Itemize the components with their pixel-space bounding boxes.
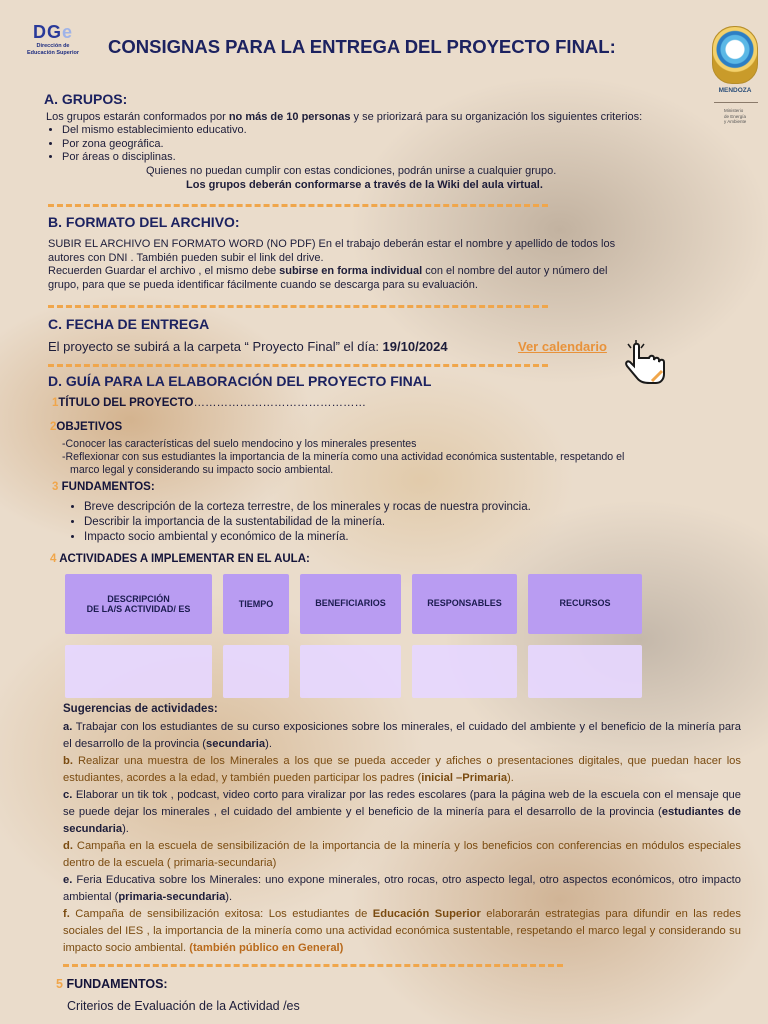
mendoza-seal — [710, 26, 760, 94]
seal-label: MENDOZA — [718, 87, 752, 94]
list-item: • Por áreas o disciplinas. — [62, 151, 247, 165]
sugerencia-bold: (también público en General) — [189, 942, 344, 954]
grupos-intro — [46, 111, 746, 125]
objetivos-body — [62, 438, 752, 477]
formato-body — [48, 238, 748, 292]
section-b-heading: B. FORMATO DEL ARCHIVO: — [48, 214, 240, 230]
sugerencia-bold: inicial –Primaria — [421, 772, 508, 784]
grupos-intro-bold: no más de 10 personas — [228, 111, 351, 123]
sugerencia-text: elaborarán estrategias para difundir en las redes sociales del IES , la importancia de la minería como una actividad económica sustentable, respetando el marco legal y considerando su impacto socio ambiental. — [63, 908, 741, 954]
logo-mark-accent: e — [61, 22, 73, 42]
grupos-intro-text: y se priorizará para su organización los siguientes criterios: — [350, 111, 643, 123]
guia-title-item — [52, 397, 366, 409]
table-cell-beneficiarios[interactable] — [300, 645, 401, 698]
sugerencia-text: Realizar una muestra de los Minerales a los que se pueda acceder y afiches o presentaciones digitales, que puedan hacer los estudiantes, acordes a la edad, y también pueden participar los padres ( — [63, 755, 741, 784]
table-header-recursos — [528, 574, 642, 634]
pointer-hand-icon — [624, 340, 668, 386]
guia-actividades-item — [50, 553, 310, 565]
sugerencia-key: f. — [63, 908, 70, 920]
item-number: 2 — [50, 421, 57, 433]
sugerencia-key: c. — [63, 789, 73, 801]
sugerencias-body — [63, 719, 741, 957]
ministry-line: Ministerio — [724, 108, 744, 113]
header-text: RESPONSABLES — [427, 598, 502, 608]
seal-divider — [714, 102, 758, 103]
ministry-line: y Ambiente — [724, 119, 747, 124]
formato-line: SUBIR EL ARCHIVO EN FORMATO WORD (NO PDF) En el trabajo deberán estar el nombre y apellido de todos los — [48, 238, 616, 250]
objetivo-line: -Reflexionar con sus estudiantes la importancia de la minería como una actividad económica sustentable, respetando el — [62, 451, 625, 463]
sugerencia-bold: primaria-secundaria — [118, 891, 226, 903]
item-number: 4 — [50, 553, 57, 565]
fecha-date: 19/10/2024 — [382, 339, 448, 354]
formato-line: grupo, para que se pueda identificar fácilmente cuando se descarga para su evaluación. — [48, 278, 478, 291]
sugerencia-b — [63, 753, 741, 787]
criterios-text: Criterios de Evaluación de la Actividad /es — [67, 999, 300, 1013]
item-number: 1 — [52, 397, 59, 409]
ver-calendario-link[interactable]: Ver calendario — [518, 339, 607, 354]
sugerencia-text: Trabajar con los estudiantes de su curso exposiciones sobre los minerales, el cuidado del ambiente y el beneficio de la minería para el desarrollo de la provincia ( — [63, 721, 741, 750]
guia-objetivos-item — [50, 421, 122, 433]
divider — [48, 204, 548, 207]
item-number: 5 — [56, 977, 63, 991]
table-header-descripcion — [65, 574, 212, 634]
table-cell-tiempo[interactable] — [223, 645, 289, 698]
sugerencia-text: Elaborar un tik tok , podcast, video corto para viralizar por las redes escolares (para la página web de la escuela con el mensaje que se puede dejar los minerales , el cuidado del ambiente y el beneficio de la minería para el desarrollo de la provincia ( — [63, 789, 741, 818]
header-text: BENEFICIARIOS — [315, 598, 386, 608]
item-label: FUNDAMENTOS: — [61, 481, 155, 493]
item-label: ACTIVIDADES A IMPLEMENTAR EN EL AULA: — [59, 553, 310, 565]
fundamentos-list — [70, 500, 531, 545]
section-c-heading: C. FECHA DE ENTREGA — [48, 316, 210, 332]
sugerencia-bold: Educación Superior — [372, 908, 481, 920]
item-label: FUNDAMENTOS: — [66, 977, 168, 991]
header-text: DE LA/S ACTIVIDAD/ ES — [86, 604, 191, 614]
sugerencia-key: d. — [63, 840, 73, 852]
table-header-tiempo: TIEMPO — [223, 574, 289, 634]
sugerencia-text: Campaña en la escuela de sensibilización de la importancia de la minería y los beneficios con conferencias en módulos especiales dentro de la escuela ( primaria-secundaria) — [63, 840, 741, 869]
fecha-line — [48, 339, 448, 354]
sugerencia-e — [63, 872, 741, 906]
logo-mark: DG — [32, 22, 62, 42]
divider — [63, 964, 563, 967]
list-item: • Impacto socio ambiental y económico de la minería. — [84, 530, 531, 545]
item-label: OBJETIVOS — [56, 421, 123, 433]
final-fundamentos-item — [56, 977, 168, 991]
item-label: TÍTULO DEL PROYECTO — [58, 397, 194, 409]
sugerencia-bold: estudiantes de secundaria — [63, 806, 741, 835]
grupos-note: Quienes no puedan cumplir con estas condiciones, podrán unirse a cualquier grupo. — [146, 165, 557, 177]
ministry-line: de Energía — [724, 113, 747, 119]
sugerencia-d — [63, 838, 741, 872]
table-header-beneficiarios — [300, 574, 401, 634]
sugerencia-text: ). — [507, 772, 514, 784]
item-dots: ……………………………………… — [193, 397, 366, 409]
table-cell-responsables[interactable] — [412, 645, 517, 698]
sugerencia-key: b. — [63, 755, 73, 767]
formato-bold: subirse en forma individual — [279, 265, 423, 277]
grupos-intro-text: Los grupos estarán conformados por — [46, 111, 229, 123]
section-a-heading: A. GRUPOS: — [44, 91, 128, 107]
logo-sub-2: Educación Superior — [27, 50, 79, 56]
table-header-responsables — [412, 574, 517, 634]
logo-sub-1: Dirección de — [36, 43, 70, 49]
header-text: DESCRIPCIÓN — [107, 594, 170, 604]
fecha-text: El proyecto se subirá a la carpeta “ Proyecto Final” el día: — [48, 339, 383, 354]
sugerencias-heading: Sugerencias de actividades: — [63, 703, 218, 715]
guia-fundamentos-item — [52, 481, 155, 493]
sugerencia-c — [63, 787, 741, 838]
formato-text: con el nombre del autor y número del — [422, 265, 608, 277]
formato-line — [48, 265, 748, 279]
item-number: 3 — [52, 481, 59, 493]
sugerencia-key: a. — [63, 721, 73, 733]
objetivo-line: marco legal y considerando su impacto socio ambiental. — [70, 464, 334, 476]
seal-emblem-icon — [712, 26, 758, 84]
page-title: CONSIGNAS PARA LA ENTREGA DEL PROYECTO FINAL: — [108, 36, 616, 57]
sugerencia-text: Campaña de sensibilización exitosa: Los estudiantes de — [69, 908, 373, 920]
grupos-note-bold: Los grupos deberán conformarse a través de la Wiki del aula virtual. — [186, 179, 543, 191]
list-item: • Del mismo establecimiento educativo. — [62, 124, 247, 138]
sugerencia-text: ). — [225, 891, 233, 903]
table-cell-descripcion[interactable] — [65, 645, 212, 698]
sugerencia-key: e. — [63, 874, 73, 886]
formato-text: Recuerden Guardar el archivo , el mismo debe — [48, 265, 280, 277]
formato-line: autores con DNI . También pueden subir el link del drive. — [48, 251, 324, 264]
objetivo-line: -Conocer las características del suelo mendocino y los minerales presentes — [62, 438, 417, 450]
sugerencia-text: ). — [122, 823, 129, 835]
dge-logo — [18, 22, 88, 57]
list-item: • Describir la importancia de la sustentabilidad de la minería. — [84, 515, 531, 530]
list-item: • Por zona geográfica. — [62, 138, 247, 152]
table-cell-recursos[interactable] — [528, 645, 642, 698]
header-text: RECURSOS — [559, 598, 611, 608]
divider — [48, 305, 548, 308]
list-item: • Breve descripción de la corteza terrestre, de los minerales y rocas de nuestra provincia. — [84, 500, 531, 515]
sugerencia-f — [63, 906, 741, 957]
sugerencia-text: ). — [265, 738, 272, 750]
sugerencia-text: Feria Educativa sobre los Minerales: uno expone minerales, otro rocas, otro aspecto legal, otro aspectos económicos, otro impacto ambiental ( — [63, 874, 741, 903]
sugerencia-a — [63, 719, 741, 753]
divider — [48, 364, 548, 367]
section-d-heading: D. GUÍA PARA LA ELABORACIÓN DEL PROYECTO FINAL — [48, 373, 432, 389]
sugerencia-bold: secundaria — [206, 738, 266, 750]
grupos-list — [48, 124, 247, 165]
